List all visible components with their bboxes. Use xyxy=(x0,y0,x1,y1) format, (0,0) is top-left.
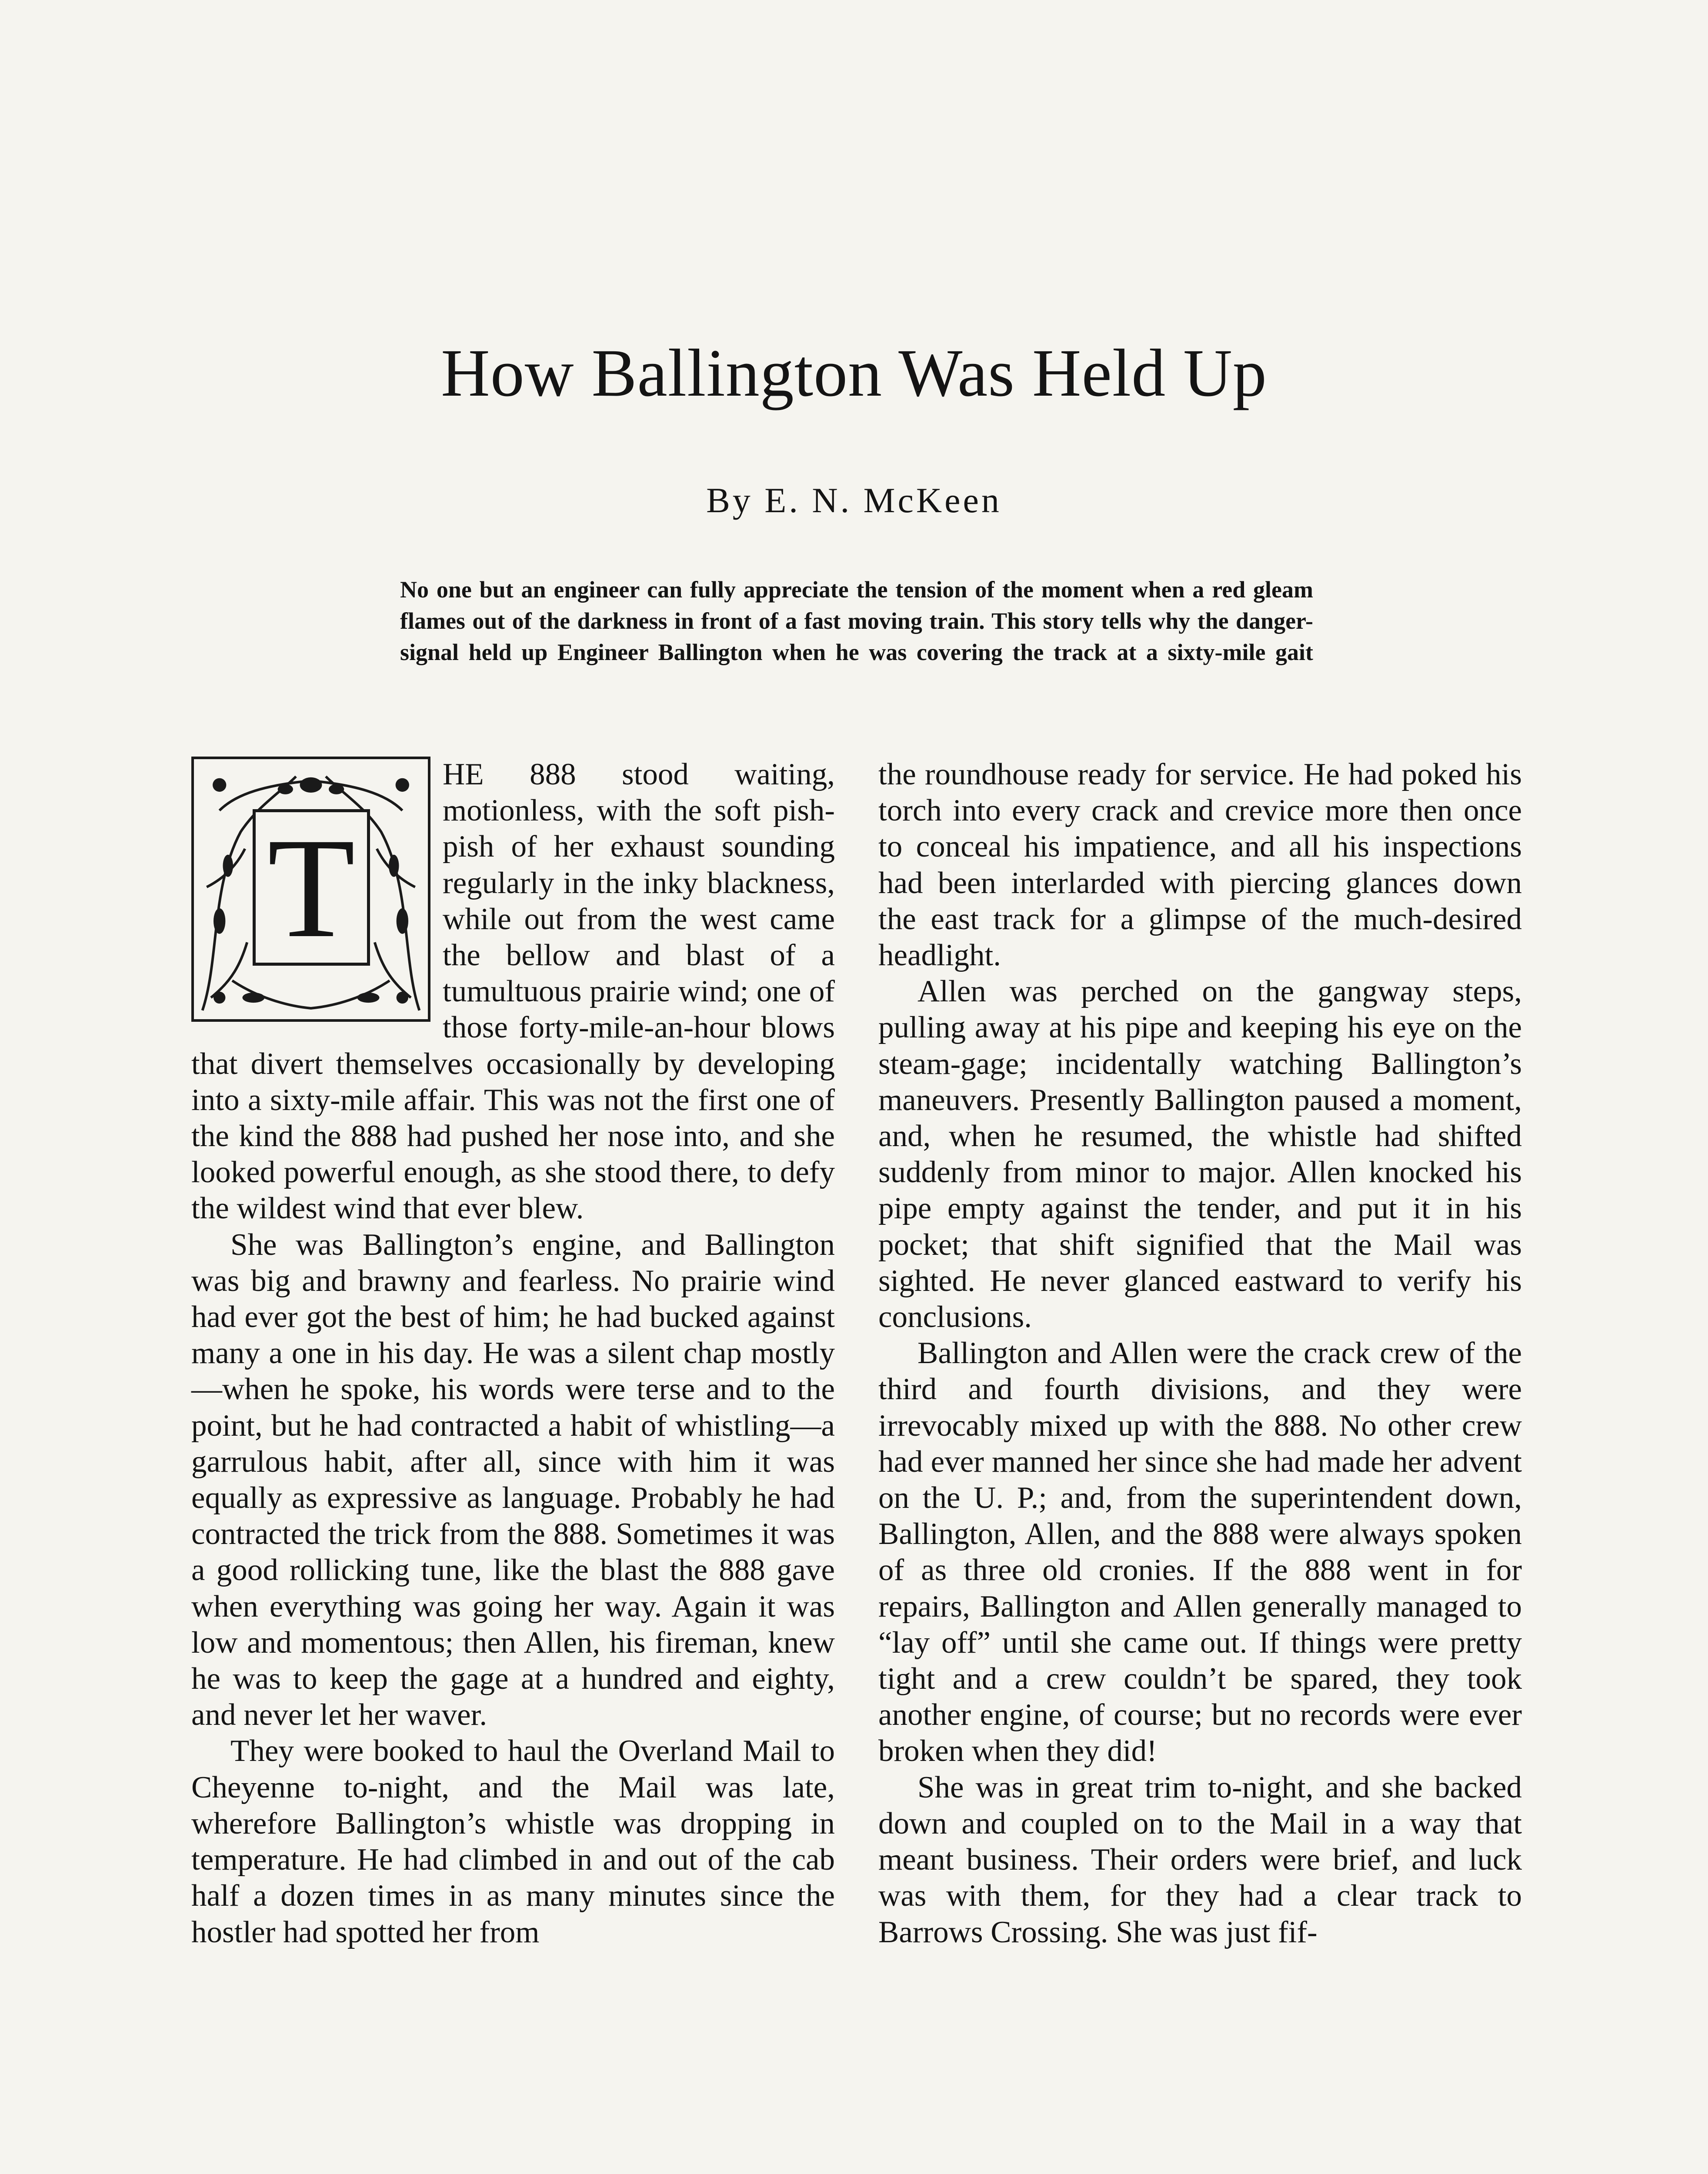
paragraph: She was in great trim to-night, and she backed down and coupled on to the Mail in a way that meant business. Their orders were brief, and luck was with them, for they had a clear track to Barrows Crossing. She was just fif- xyxy=(878,1770,1522,1949)
paragraph: They were booked to haul the Overland Mail to Cheyenne to-night, and the Mail was late, wherefore Ballington’s whistle was dropping in temperature. He had climbed in and out of the cab half a dozen times in as many minutes since the hostler had spotted her from xyxy=(191,1734,835,1949)
article-title: How Ballington Was Held Up xyxy=(441,335,1267,410)
paragraph: Allen was perched on the gangway steps, pulling away at his pipe and keeping his eye on the steam-gage; incidentally watching Ballington’s maneuvers. Presently Ballington paused a moment, and, when he resumed, the whistle had shifted suddenly from minor to major. Allen knocked his pipe empty against the tender, and put it in his pocket; that shift signified that the Mail was sighted. He never glanced eastward to verify his conclusions. xyxy=(878,974,1522,1334)
right-column xyxy=(878,757,1522,1951)
dropcap-letter: T xyxy=(253,809,370,966)
paragraph: She was Ballington’s engine, and Ballington was big and brawny and fearless. No prairie wind had ever got the best of him; he had bucked against many a one in his day. He was a silent chap mostly—when he spoke, his words were terse and to the point, but he had contracted a habit of whistling—a garrulous habit, after all, since with him it was equally as expressive as language. Probably he had contracted the trick from the 888. Sometimes it was a good rollicking tune, like the blast the 888 gave when everything was going her way. Again it was low and momentous; then Allen, his fireman, knew he was to keep the gage at a hundred and eighty, and never let her waver. xyxy=(191,1227,835,1732)
intro-blurb: No one but an engineer can fully appreciate the tension of the moment when a red gleam flames out of the darkness in front of a fast moving train. This story tells why the danger-signal held up Engineer Ballington when he was covering the track at a sixty-mile gait xyxy=(400,577,1313,665)
paragraph: Ballington and Allen were the crack crew of the third and fourth divisions, and they were irrevocably mixed up with the 888. No other crew had ever manned her since she had made her advent on the U. P.; and, from the superintendent down, Ballington, Allen, and the 888 were always spoken of as three old cronies. If the 888 went in for repairs, Ballington and Allen generally managed to “lay off” until she came out. If things were pretty tight and a crew couldn’t be spared, they took another engine, of course; but no records were ever broken when they did! xyxy=(878,1336,1522,1768)
paragraph: HE 888 stood waiting, motionless, with the soft pish-pish of her exhaust sounding regularly in the inky blackness, while out from the west came the bellow and blast of a tumultuous prairie wind; one of those forty-mile-an-hour blows that divert themselves occasionally by developing into a sixty-mile affair. This was not the first one of the kind the 888 had pushed her nose into, and she looked powerful enough, as she stood there, to defy the wildest wind that ever blew. xyxy=(191,757,835,1226)
ornamental-dropcap xyxy=(191,757,430,1022)
left-column xyxy=(191,757,835,1951)
byline: By E. N. McKeen xyxy=(706,480,1002,520)
paragraph: the roundhouse ready for service. He had poked his torch into every crack and crevice more then once to conceal his impatience, and all his inspections had been interlarded with piercing glances down the east track for a glimpse of the much-desired headlight. xyxy=(878,757,1522,973)
